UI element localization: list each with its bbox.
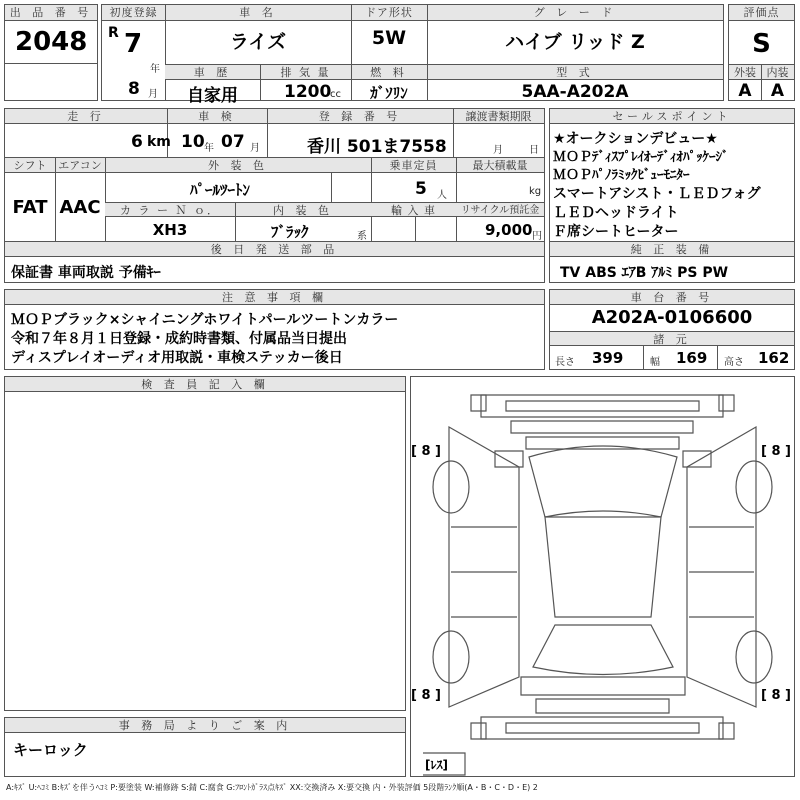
equipment: TV ABS ｴｱB ｱﾙﾐ PS PW bbox=[560, 265, 729, 281]
capacity-unit: 人 bbox=[437, 190, 447, 201]
lot-number: 2048 bbox=[15, 27, 88, 57]
detail-box bbox=[4, 108, 545, 283]
height: 162 bbox=[758, 349, 790, 367]
history: 自家用 bbox=[187, 86, 238, 106]
capacity: 5 bbox=[415, 179, 427, 199]
width: 169 bbox=[676, 349, 708, 367]
model: 5AA-A202A bbox=[521, 82, 629, 102]
handover-label: 譲渡書類期限 bbox=[453, 109, 544, 124]
later-parts: 保証書 車両取説 予備ｷｰ bbox=[11, 265, 161, 281]
ext-rating-label: 外装 bbox=[729, 65, 761, 80]
notes-label: 注 意 事 項 欄 bbox=[5, 290, 544, 305]
spare-tire-label: [ﾚｽ] bbox=[425, 758, 448, 772]
inspection-month-unit: 月 bbox=[250, 143, 260, 154]
max-load-unit: kg bbox=[529, 186, 542, 197]
int-color-unit: 系 bbox=[357, 231, 367, 242]
history-label: 車 歴 bbox=[165, 65, 260, 80]
recycle-fee: 9,000 bbox=[485, 221, 533, 239]
sales-point-line: ＬＥＤヘッドライト bbox=[553, 205, 679, 221]
mileage-unit: km bbox=[147, 134, 171, 150]
sales-point-line: ★オークションデビュー★ bbox=[553, 131, 718, 147]
color-number: XH3 bbox=[152, 221, 188, 239]
door-type: 5W bbox=[371, 27, 407, 49]
chassis-number: A202A-0106600 bbox=[591, 307, 753, 328]
first-reg-era: R bbox=[108, 25, 119, 41]
color-no-label: カ ラ ー Ｎ ｏ． bbox=[105, 203, 235, 217]
lot-number-box bbox=[4, 4, 98, 101]
mileage-label: 走 行 bbox=[5, 109, 167, 124]
main-info-box bbox=[101, 4, 724, 106]
first-reg-month: 8 bbox=[128, 79, 140, 99]
width-label: 幅 bbox=[650, 357, 660, 368]
rating-label: 評価点 bbox=[729, 5, 794, 21]
chassis-label: 車 台 番 号 bbox=[550, 290, 794, 305]
capacity-label: 乗車定員 bbox=[371, 158, 456, 173]
tire-fl-score: [ 8 ] bbox=[411, 444, 441, 459]
inspection-month: 07 bbox=[221, 132, 245, 152]
car-name-label: 車 名 bbox=[165, 5, 351, 21]
office-box bbox=[4, 717, 406, 777]
import-label: 輸 入 車 bbox=[371, 203, 456, 217]
first-reg-label: 初度登録 bbox=[102, 5, 165, 21]
inspection-year-unit: 年 bbox=[204, 143, 214, 154]
displacement-label: 排 気 量 bbox=[260, 65, 351, 80]
handover-day-unit: 日 bbox=[529, 145, 539, 156]
first-reg-year-unit: 年 bbox=[150, 64, 160, 75]
displacement: 1200 bbox=[284, 82, 332, 102]
note-line: 令和７年８月１日登録・成約時書類、付属品当日提出 bbox=[11, 331, 347, 347]
lot-number-label: 出 品 番 号 bbox=[5, 5, 97, 21]
notes-box bbox=[4, 289, 545, 370]
shift-label: シフト bbox=[5, 158, 55, 173]
int-color: ﾌﾞﾗｯｸ bbox=[271, 223, 309, 241]
chassis-box bbox=[549, 289, 795, 370]
mileage: 6 bbox=[131, 132, 143, 152]
office-label: 事 務 局 よ り ご 案 内 bbox=[5, 718, 405, 733]
rating-box bbox=[728, 4, 795, 101]
plate-label: 登 録 番 号 bbox=[267, 109, 453, 124]
tire-fr-score: [ 8 ] bbox=[761, 444, 791, 459]
dims-label: 諸 元 bbox=[550, 332, 794, 346]
length-label: 長さ bbox=[555, 357, 575, 368]
sales-point-line: ＭＯＰﾃﾞｨｽﾌﾟﾚｲｵｰﾃﾞｨｵﾊﾟｯｹｰｼﾞ bbox=[553, 150, 729, 165]
int-color-label: 内 装 色 bbox=[235, 203, 371, 217]
sales-point-line: ＭＯＰﾊﾟﾉﾗﾐｯｸﾋﾞｭｰﾓﾆﾀｰ bbox=[553, 168, 690, 183]
int-rating-label: 内装 bbox=[761, 65, 794, 80]
tire-rr-score: [ 8 ] bbox=[761, 688, 791, 703]
int-rating: A bbox=[770, 81, 785, 101]
length: 399 bbox=[592, 349, 624, 367]
car-name: ライズ bbox=[229, 31, 287, 53]
ext-color: ﾊﾟｰﾙﾂｰﾄﾝ bbox=[189, 181, 250, 199]
inspector-label: 検 査 員 記 入 欄 bbox=[5, 377, 405, 392]
office-note: キーロック bbox=[13, 741, 88, 759]
sales-point-line: Ｆ席シートヒーター bbox=[553, 224, 679, 240]
aircon: AAC bbox=[59, 197, 101, 218]
fuel-label: 燃 料 bbox=[351, 65, 427, 80]
recycle-label: リサイクル預託金 bbox=[456, 203, 544, 217]
plate-number: 香川 501ま7558 bbox=[307, 137, 447, 157]
first-reg-year: 7 bbox=[124, 29, 143, 59]
legend-line: A:ｷｽﾞ U:ﾍｺﾐ B:ｷｽﾞを伴うﾍｺﾐ P:要塗装 W:補修跡 S:錆 C:腐食 G:ﾌﾛﾝﾄｶﾞﾗｽ点ｷｽﾞ XX:交換済み X:要交換 内・外装評価 5段階ﾗﾝｸ順(A・B・C・D・E) 2 bbox=[6, 783, 538, 792]
note-line: ディスプレイオーディオ用取説・車検ステッカー後日 bbox=[11, 350, 343, 366]
displacement-unit: cc bbox=[330, 89, 341, 100]
recycle-unit: 円 bbox=[532, 231, 542, 242]
sales-points-box bbox=[549, 108, 795, 283]
grade-label: グ レ ー ド bbox=[427, 5, 723, 21]
ext-color-label: 外 装 色 bbox=[105, 158, 371, 173]
inspection-year: 10 bbox=[181, 132, 205, 152]
aircon-label: エアコン bbox=[55, 158, 105, 173]
height-label: 高さ bbox=[724, 357, 744, 368]
model-label: 型 式 bbox=[427, 65, 723, 80]
ext-rating: A bbox=[738, 81, 752, 101]
tire-rl-score: [ 8 ] bbox=[411, 688, 441, 703]
note-line: ＭＯＰブラック×シャイニングホワイトパールツートンカラー bbox=[11, 312, 399, 328]
door-label: ドア形状 bbox=[351, 5, 427, 21]
inspection-label: 車 検 bbox=[167, 109, 267, 124]
car-diagram bbox=[411, 377, 794, 776]
handover-month-unit: 月 bbox=[493, 145, 503, 156]
equipment-label: 純 正 装 備 bbox=[550, 242, 794, 257]
fuel: ｶﾞｿﾘﾝ bbox=[370, 84, 408, 102]
max-load-label: 最大積載量 bbox=[456, 158, 544, 173]
shift: FAT bbox=[12, 197, 48, 218]
first-reg-month-unit: 月 bbox=[148, 89, 158, 100]
rating-score: S bbox=[752, 29, 771, 59]
car-diagram-box bbox=[410, 376, 795, 777]
inspector-box bbox=[4, 376, 406, 711]
later-parts-label: 後 日 発 送 部 品 bbox=[5, 242, 544, 257]
grade: ハイブ リッド Z bbox=[505, 31, 645, 53]
sales-points-label: セールスポイント bbox=[550, 109, 794, 124]
sales-point-line: スマートアシスト・ＬＥＤフォグ bbox=[553, 186, 761, 202]
